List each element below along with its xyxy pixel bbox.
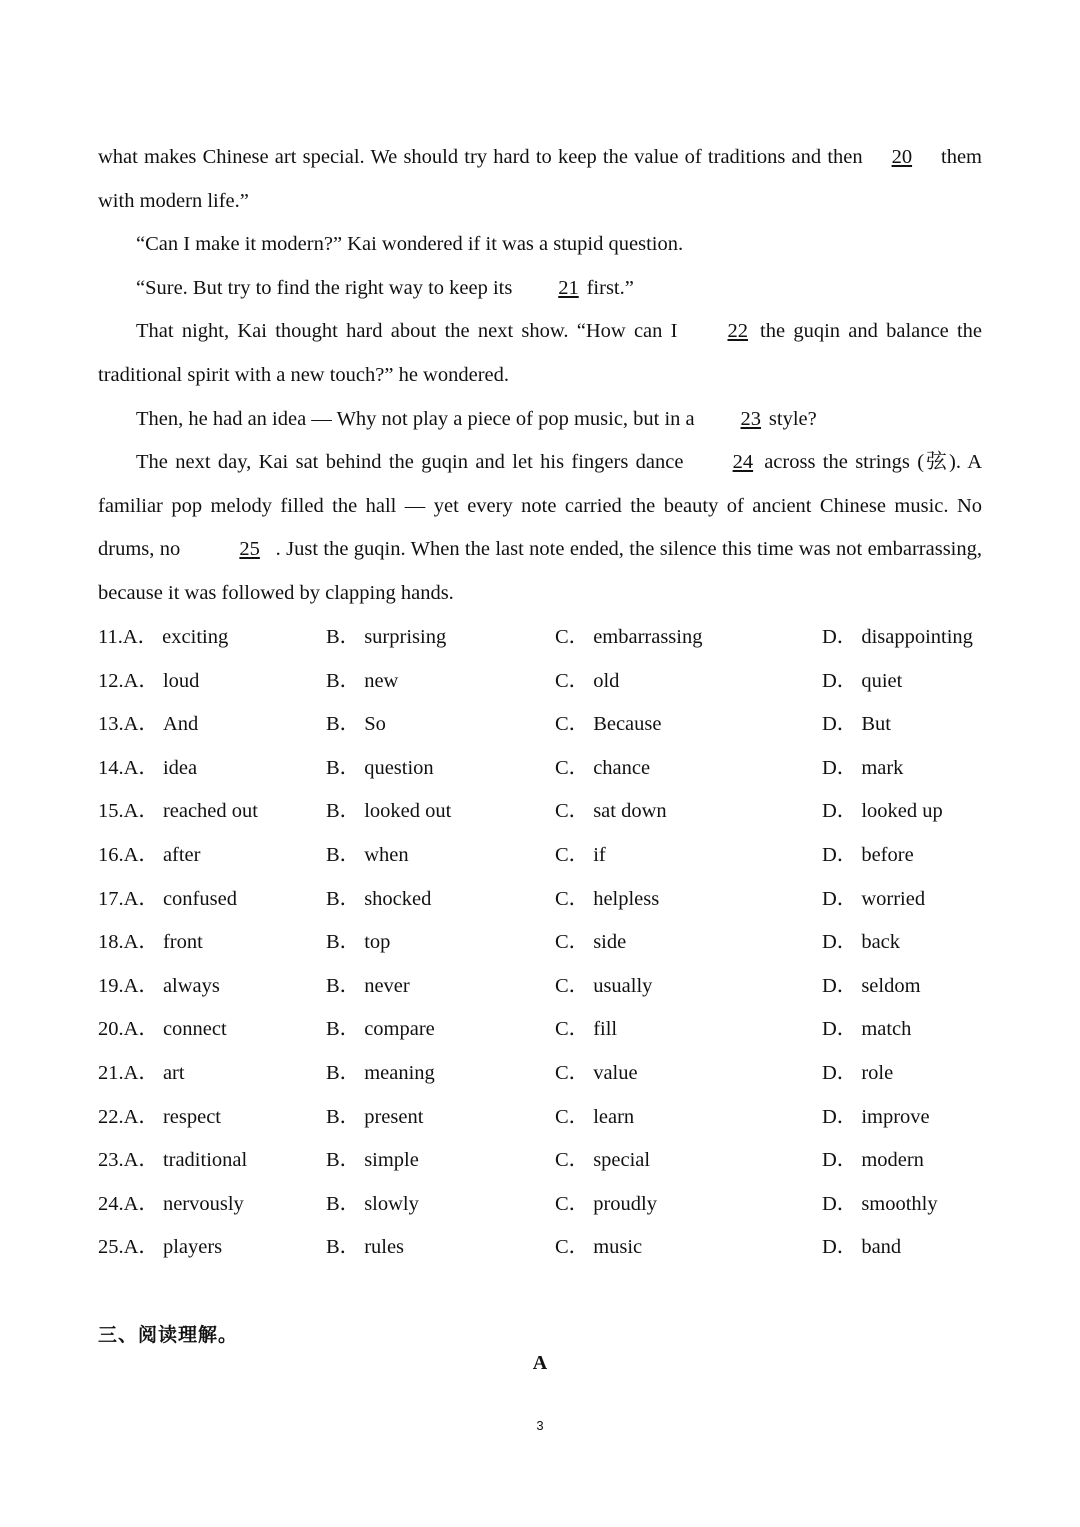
option-d [822, 703, 891, 747]
option-label: 19.A． [98, 974, 159, 997]
section-title: 三、阅读理解。 [98, 1324, 239, 1346]
option-d [822, 616, 973, 660]
option-text: question [364, 756, 434, 779]
option-label: B． [326, 931, 361, 954]
option-a [98, 1008, 227, 1052]
paragraph-text: first.” [586, 276, 634, 299]
option-a [98, 703, 198, 747]
option-text: disappointing [861, 626, 973, 648]
option-label: C． [555, 1018, 590, 1041]
option-text: learn [593, 1105, 635, 1128]
option-label: B． [326, 756, 361, 779]
option-a [98, 1226, 222, 1270]
option-label: C． [555, 669, 590, 692]
option-text: back [861, 931, 901, 954]
option-label: C． [555, 931, 590, 954]
option-text: Because [593, 713, 662, 736]
option-text: quiet [861, 669, 903, 692]
option-label: B． [326, 1018, 361, 1041]
option-text: exciting [162, 626, 229, 648]
option-label: D． [822, 887, 858, 910]
paragraph-text: style? [768, 407, 817, 430]
paragraph-6 [98, 441, 982, 615]
option-a [98, 660, 199, 704]
option-label: 24.A． [98, 1192, 159, 1215]
option-text: surprising [364, 626, 447, 648]
option-b [326, 1008, 435, 1052]
option-label: C． [555, 626, 590, 648]
paragraph-text: “Can I make it modern?” Kai wondered if it was a stupid question. [136, 233, 684, 256]
option-d [822, 834, 914, 878]
option-c [555, 747, 650, 791]
option-text: chance [593, 756, 651, 779]
option-b [326, 1096, 423, 1140]
option-text: modern [861, 1149, 924, 1172]
option-text: after [162, 843, 201, 866]
option-a [98, 616, 228, 660]
option-text: usually [593, 974, 653, 997]
option-text: compare [364, 1018, 435, 1041]
option-text: rules [364, 1236, 405, 1259]
option-label: D． [822, 713, 858, 736]
option-label: C． [555, 800, 590, 823]
option-label: D． [822, 931, 858, 954]
paragraph-5 [98, 398, 982, 442]
option-label: D． [822, 1105, 858, 1128]
option-text: present [364, 1105, 424, 1128]
option-label: 14.A． [98, 756, 159, 779]
paragraph-3 [98, 267, 982, 311]
option-row [98, 1139, 998, 1183]
option-d [822, 790, 943, 834]
option-text: special [593, 1149, 651, 1172]
option-text: respect [162, 1105, 221, 1128]
option-text: role [861, 1061, 894, 1084]
option-text: connect [162, 1018, 227, 1041]
option-label: 13.A． [98, 713, 159, 736]
passage [98, 136, 982, 616]
option-text: always [162, 974, 220, 997]
option-c [555, 1183, 657, 1227]
option-text: never [364, 974, 410, 997]
option-text: band [861, 1236, 902, 1259]
option-text: helpless [593, 887, 660, 910]
option-a [98, 747, 197, 791]
option-text: But [861, 713, 891, 736]
option-text: when [364, 843, 409, 866]
option-label: 20.A． [98, 1018, 159, 1041]
option-row [98, 1226, 998, 1270]
option-row [98, 1052, 998, 1096]
option-c [555, 921, 626, 965]
option-d [822, 660, 902, 704]
option-a [98, 1096, 221, 1140]
option-label: C． [555, 1192, 590, 1215]
option-c [555, 1139, 650, 1183]
option-b [326, 921, 390, 965]
option-label: 22.A． [98, 1105, 159, 1128]
option-label: C． [555, 713, 590, 736]
part-label: A [532, 1352, 548, 1374]
option-a [98, 965, 220, 1009]
option-text: mark [861, 756, 904, 779]
option-text: top [364, 931, 391, 954]
option-label: D． [822, 1192, 858, 1215]
option-d [822, 1226, 901, 1270]
option-text: worried [861, 887, 926, 910]
option-text: side [593, 931, 627, 954]
option-label: B． [326, 669, 361, 692]
option-text: looked up [861, 800, 943, 823]
option-label: B． [326, 974, 361, 997]
option-label: C． [555, 1236, 590, 1259]
option-label: 25.A． [98, 1236, 159, 1259]
option-text: confused [162, 887, 237, 910]
option-text: seldom [861, 974, 921, 997]
option-text: new [364, 669, 399, 692]
option-c [555, 834, 606, 878]
option-row [98, 878, 998, 922]
option-a [98, 1052, 185, 1096]
option-text: if [593, 843, 606, 866]
option-label: D． [822, 669, 858, 692]
option-row [98, 660, 998, 704]
option-a [98, 921, 203, 965]
option-b [326, 1139, 419, 1183]
option-b [326, 790, 451, 834]
option-label: 12.A． [98, 669, 159, 692]
option-text: And [162, 713, 199, 736]
option-label: B． [326, 1105, 361, 1128]
option-b [326, 616, 446, 660]
paragraph-text: across the strings (弦). A familiar pop melody filled the hall — yet every note carried the beauty of ancient Chinese music. No drums, no [98, 451, 982, 561]
option-text: sat down [593, 800, 667, 823]
option-label: 16.A． [98, 843, 159, 866]
option-row [98, 965, 998, 1009]
option-row [98, 1008, 998, 1052]
option-text: embarrassing [593, 626, 703, 648]
blank-25: 25 [239, 538, 260, 561]
option-text: nervously [162, 1192, 244, 1215]
option-text: old [593, 669, 620, 692]
option-b [326, 1226, 404, 1270]
option-text: So [364, 713, 386, 736]
option-label: D． [822, 1018, 858, 1041]
option-text: before [861, 843, 914, 866]
option-label: B． [326, 626, 361, 648]
option-label: B． [326, 800, 361, 823]
option-row [98, 921, 998, 965]
option-row [98, 1183, 998, 1227]
option-a [98, 790, 258, 834]
option-d [822, 965, 921, 1009]
option-label: D． [822, 1149, 858, 1172]
paragraph-text: what makes Chinese art special. We should try hard to keep the value of traditions and then [98, 146, 863, 168]
blank-21: 21 [558, 276, 579, 299]
option-label: B． [326, 1061, 361, 1084]
option-d [822, 747, 903, 791]
blank-23: 23 [740, 407, 762, 430]
option-c [555, 1096, 634, 1140]
option-c [555, 703, 661, 747]
option-label: C． [555, 887, 590, 910]
option-text: smoothly [861, 1192, 938, 1215]
paragraph-text: them with modern life.” [98, 146, 982, 212]
option-a [98, 1183, 244, 1227]
option-label: B． [326, 713, 361, 736]
option-text: looked out [364, 800, 452, 823]
option-text: meaning [364, 1061, 435, 1084]
option-label: D． [822, 843, 858, 866]
paragraph-4 [98, 310, 982, 397]
option-label: 17.A． [98, 887, 159, 910]
option-row [98, 747, 998, 791]
answer-options [98, 616, 998, 1270]
paragraph-text: Then, he had an idea — Why not play a piece of pop music, but in a [136, 407, 695, 430]
option-b [326, 703, 386, 747]
paragraph-text: “Sure. But try to find the right way to keep its [136, 276, 513, 299]
option-c [555, 878, 659, 922]
option-label: D． [822, 974, 858, 997]
blank-22: 22 [727, 320, 748, 343]
option-text: idea [162, 756, 198, 779]
paragraph-text: The next day, Kai sat behind the guqin and let his fingers dance [136, 451, 684, 474]
option-label: D． [822, 800, 858, 823]
blank-24: 24 [732, 451, 754, 474]
option-label: C． [555, 1105, 590, 1128]
option-text: players [162, 1236, 223, 1259]
option-label: C． [555, 1149, 590, 1172]
option-text: front [162, 931, 203, 954]
option-text: shocked [364, 887, 432, 910]
option-label: D． [822, 626, 858, 648]
option-text: music [593, 1236, 643, 1259]
option-c [555, 616, 702, 660]
option-text: loud [162, 669, 200, 692]
paragraph-text: That night, Kai thought hard about the next show. “How can I [136, 320, 678, 343]
option-b [326, 1052, 435, 1096]
option-label: D． [822, 1061, 858, 1084]
option-c [555, 1008, 617, 1052]
option-label: B． [326, 843, 361, 866]
option-text: simple [364, 1149, 419, 1172]
option-b [326, 834, 409, 878]
option-text: match [861, 1018, 912, 1041]
blank-20: 20 [891, 146, 913, 168]
paragraph-text: . Just the guqin. When the last note ended, the silence this time was not embarrassing, because it was followed by clapping hands. [98, 538, 983, 604]
option-text: art [162, 1061, 185, 1084]
option-text: fill [593, 1018, 618, 1041]
option-c [555, 1226, 642, 1270]
option-text: value [593, 1061, 638, 1084]
option-c [555, 660, 619, 704]
option-row [98, 834, 998, 878]
option-label: C． [555, 843, 590, 866]
option-label: 21.A． [98, 1061, 159, 1084]
option-c [555, 790, 667, 834]
option-label: D． [822, 756, 858, 779]
option-row [98, 703, 998, 747]
option-label: C． [555, 974, 590, 997]
paragraph-text: the guqin and balance the traditional spirit with a new touch?” he wondered. [98, 320, 983, 386]
option-text: traditional [162, 1149, 248, 1172]
option-d [822, 921, 900, 965]
option-label: C． [555, 756, 590, 779]
option-d [822, 1096, 930, 1140]
option-row [98, 790, 998, 834]
option-d [822, 1052, 893, 1096]
option-a [98, 1139, 247, 1183]
option-a [98, 834, 200, 878]
option-text: improve [861, 1105, 930, 1128]
option-label: B． [326, 1192, 361, 1215]
option-d [822, 1008, 911, 1052]
paragraph-2 [98, 223, 982, 267]
option-b [326, 1183, 419, 1227]
option-label: B． [326, 887, 361, 910]
option-text: reached out [162, 800, 258, 823]
option-label: C． [555, 1061, 590, 1084]
option-label: D． [822, 1236, 858, 1259]
option-d [822, 878, 925, 922]
option-c [555, 1052, 638, 1096]
option-d [822, 1139, 924, 1183]
option-text: slowly [364, 1192, 419, 1215]
paragraph-1 [98, 136, 982, 223]
option-c [555, 965, 652, 1009]
option-label: 15.A． [98, 800, 159, 823]
option-row [98, 616, 998, 660]
option-label: 18.A． [98, 931, 159, 954]
option-label: 23.A． [98, 1149, 159, 1172]
option-b [326, 878, 431, 922]
option-d [822, 1183, 938, 1227]
option-b [326, 965, 410, 1009]
option-row [98, 1096, 998, 1140]
option-label: B． [326, 1149, 361, 1172]
page-number: 3 [536, 1418, 544, 1433]
option-b [326, 747, 434, 791]
option-b [326, 660, 398, 704]
option-label: B． [326, 1236, 361, 1259]
option-text: proudly [593, 1192, 657, 1215]
option-label: 11.A． [98, 626, 159, 648]
option-a [98, 878, 237, 922]
